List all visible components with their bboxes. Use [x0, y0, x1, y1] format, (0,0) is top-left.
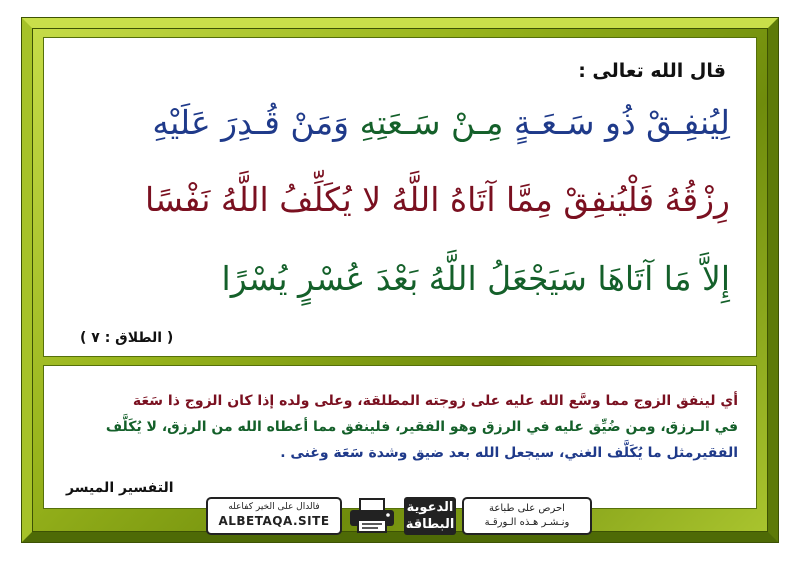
- tafsir-panel: [44, 366, 756, 508]
- verse-segment: لِيُنفِـقْ ذُو سَـعَـةٍ: [513, 103, 730, 142]
- footer-slogan: فالدال على الخير كفاعله: [228, 502, 320, 512]
- footer-note-line: احرص على طباعة: [489, 503, 565, 514]
- verse-segment: لا يُكَلِّفُ اللَّهُ نَفْسًا: [145, 180, 392, 219]
- verse-line-2: [70, 180, 730, 219]
- verse-segment: إِلاَّ مَا آتَاهَا: [597, 259, 730, 298]
- verse-line-1: [70, 103, 730, 142]
- tafsir-line: أي لينفق الزوج مما وسَّع الله عليه على زوجته المطلقة، وعلى ولده إذا كان الزوج ذا سَعَة: [132, 393, 738, 409]
- footer-print-note: [462, 497, 592, 535]
- verse-segment: رِزْقُهُ فَلْيُنفِقْ مِمَّا آتَاهُ اللَّهُ: [391, 180, 730, 219]
- tafsir-line: الفقيرمثل ما يُكَلَّف الغني، سيجعل الله بعد ضيق وشدة سَعَة وغنى .: [280, 445, 738, 461]
- tafsir-source: التفسير الميسر: [66, 480, 174, 496]
- footer-site-link[interactable]: ALBETAQA.SITE: [218, 514, 330, 528]
- albetaqa-logo: الدعوية البطاقة: [404, 497, 456, 535]
- verse-panel: [44, 38, 756, 356]
- verse-segment: وَمَنْ قُـدِرَ عَلَيْهِ: [152, 103, 360, 142]
- verse-line-3: [70, 259, 730, 298]
- footer-note-line: ونـشـر هـذه الـورقـة: [484, 517, 570, 528]
- verse-segment: سَيَجْعَلُ اللَّهُ بَعْدَ عُسْرٍ يُسْرًا: [221, 259, 598, 298]
- verse-reference: ( الطلاق : ٧ ): [80, 330, 174, 346]
- verse-header: قال الله تعالى :: [578, 60, 726, 82]
- tafsir-text: [60, 388, 738, 466]
- footer-site-box: [206, 497, 342, 535]
- printer-icon: [348, 498, 396, 534]
- verse-segment: مِـنْ سَـعَتِهِ: [359, 103, 514, 142]
- tafsir-line: في الـرزق، ومن ضُيِّق عليه في الرزق وهو الفقير، فلينفق مما أعطاه الله من الرزق، لا يُكَلَّف: [105, 419, 738, 435]
